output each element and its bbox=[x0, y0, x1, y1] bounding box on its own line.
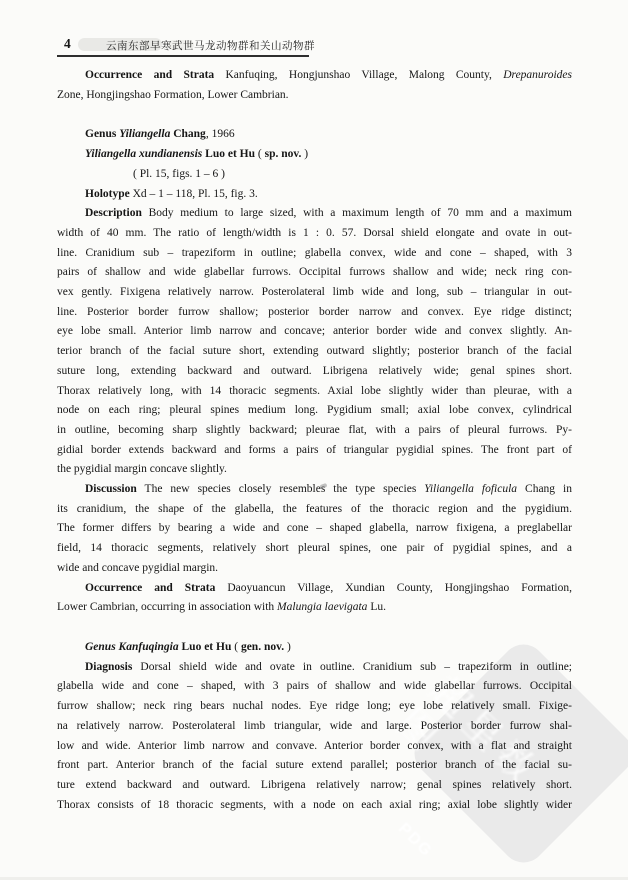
text: Thorax consists of 18 thoracic segments, with a node on each axial ring; axial lobe slightly wider bbox=[57, 798, 572, 811]
text-line bbox=[57, 519, 572, 539]
bold-text: Discussion bbox=[85, 483, 137, 496]
text: node on each ring; pleural spines medium long. Pygidium small; axial lobe convex, cylindrical bbox=[57, 404, 572, 417]
text: suture long, extending backward and outward. Librigena relatively wide; genal spines short. bbox=[57, 364, 572, 377]
text: eye lobe small. Anterior limb narrow and concave; anterior border wide and convex slightly. An- bbox=[57, 325, 572, 338]
text: gidial border extends backward and forms a pairs of triangular pygidial spines. The front part of bbox=[57, 443, 572, 456]
text-line bbox=[57, 776, 572, 796]
text: in outline, becoming sharp slightly backward; pleurae flat, with a pairs of pleural furrows. Py- bbox=[57, 423, 572, 436]
running-header-title: 云南东部早寒武世马龙动物群和关山动物群 bbox=[106, 41, 315, 52]
text: ( Pl. 15, figs. 1 – 6 ) bbox=[133, 167, 225, 180]
text-line bbox=[57, 204, 572, 224]
text-line bbox=[57, 322, 572, 342]
watermark-pdg-label: PDG bbox=[394, 820, 436, 861]
text: ) bbox=[284, 640, 291, 653]
text: , 1966 bbox=[205, 128, 235, 141]
text: Body medium to large sized, with a maximum length of 70 mm and a maximum bbox=[141, 207, 572, 220]
text: Lu. bbox=[367, 601, 386, 614]
text-line bbox=[57, 224, 572, 244]
text-line bbox=[57, 598, 572, 618]
text: glabella wide and cone – shaped, with 3 pairs of shallow and wide glabellar furrows. Occipital bbox=[57, 680, 572, 693]
document-body bbox=[57, 66, 572, 815]
text: Chang in bbox=[517, 483, 572, 496]
text: Kanfuqing, Hongjunshao Village, Malong County, bbox=[214, 69, 504, 81]
bold-text: sp. nov. bbox=[264, 148, 302, 161]
text: its cranidium, the shape of the glabella, the features of the thoracic region and the pygidium. bbox=[57, 502, 572, 515]
text-line bbox=[57, 244, 572, 264]
bold-text: Luo et Hu bbox=[178, 640, 235, 653]
text: width of 40 mm. The ratio of length/width is 1 : 0. 57. Dorsal shield elongate and ovate in out- bbox=[57, 226, 572, 239]
text: Daoyuancun Village, Xundian County, Hongjingshao Formation, bbox=[215, 581, 572, 594]
text-line bbox=[57, 185, 572, 205]
text-line bbox=[57, 796, 572, 816]
page-number: 4 bbox=[64, 36, 71, 51]
text-line bbox=[57, 717, 572, 737]
text: terior branch of the facial suture short, extending outward slightly; posterior branch of the facial bbox=[57, 345, 572, 358]
text-line bbox=[57, 756, 572, 776]
bold-text: Genus bbox=[85, 128, 120, 141]
text: The former differs by bearing a wide and cone – shaped glabella, narrow fixigena, a preglabellar bbox=[57, 522, 572, 535]
text-line bbox=[57, 86, 572, 106]
text-line bbox=[57, 145, 572, 165]
text-line bbox=[57, 401, 572, 421]
text-line bbox=[57, 638, 572, 658]
bold-text: Diagnosis bbox=[85, 660, 133, 673]
heading-genus-yiliangella bbox=[57, 125, 572, 204]
text: vex gently. Fixigena relatively narrow. Posterolateral limb wide and long, sub – triangular in out- bbox=[57, 286, 572, 299]
text-line bbox=[57, 303, 572, 323]
text: pairs of shallow and wide glabellar furrows. Occipital furrows shallow and wide; neck ring con- bbox=[57, 266, 572, 279]
text-line bbox=[57, 480, 572, 500]
italic-text: Malungia laevigata bbox=[277, 601, 368, 614]
text-line bbox=[57, 539, 572, 559]
para-diagnosis bbox=[57, 658, 572, 816]
text-line bbox=[57, 500, 572, 520]
text-line bbox=[57, 460, 572, 480]
para-occurrence-strata-2 bbox=[57, 579, 572, 618]
header-rule bbox=[57, 55, 309, 57]
text-line bbox=[57, 441, 572, 461]
bold-text: Description bbox=[85, 207, 142, 220]
text-line bbox=[57, 658, 572, 678]
text: Zone, Hongjingshao Formation, Lower Cambrian. bbox=[57, 88, 289, 101]
text-line bbox=[57, 66, 572, 86]
text-line bbox=[57, 697, 572, 717]
bold-text: Holotype bbox=[85, 187, 130, 200]
text-line bbox=[57, 677, 572, 697]
text-line bbox=[57, 283, 572, 303]
text: furrow shallow; neck ring bears nuchal nodes. Eye ridge long; eye lobe relatively small. Fixige- bbox=[57, 700, 572, 713]
text-line bbox=[57, 421, 572, 441]
text: field, 14 thoracic segments, relatively short pleural spines, one pair of pygidial spines, and a bbox=[57, 542, 572, 555]
bold-italic-text: Genus Kanfuqingia bbox=[85, 640, 179, 653]
text-line bbox=[57, 125, 572, 145]
text: wide and concave pygidial margin. bbox=[57, 561, 219, 574]
para-description bbox=[57, 204, 572, 480]
text-line bbox=[57, 263, 572, 283]
text: Thorax relatively long, with 14 thoracic segments. Axial lobe slightly wider than pleurae, with a bbox=[57, 384, 572, 397]
para-discussion bbox=[57, 480, 572, 579]
text: ( bbox=[257, 148, 265, 161]
bold-italic-text: Yiliangella bbox=[119, 128, 171, 141]
text: na relatively narrow. Posterolateral limb triangular, wide and large. Posterior border furrow shal- bbox=[57, 719, 572, 732]
text: ) bbox=[301, 148, 309, 161]
text: line. Posterior border furrow shallow; posterior border narrow and convex. Eye ridge distinct; bbox=[57, 305, 572, 318]
bold-text: gen. nov. bbox=[240, 640, 285, 653]
text: ( bbox=[234, 640, 241, 653]
text: The new species closely resembles the type species bbox=[136, 483, 425, 496]
text-line bbox=[57, 382, 572, 402]
text-line bbox=[57, 362, 572, 382]
text: front part. Anterior branch of the facial suture extend parallel; posterior branch of the facial su- bbox=[57, 759, 572, 772]
text-line bbox=[57, 737, 572, 757]
text: Dorsal shield wide and ovate in outline. Cranidium sub – trapeziform in outline; bbox=[132, 660, 572, 673]
text-line bbox=[57, 579, 572, 599]
watermark-cn-glyphs: 超星数图 bbox=[388, 669, 549, 797]
italic-text: Yiliangella foficula bbox=[424, 483, 518, 496]
bold-text: Luo et Hu bbox=[202, 148, 258, 161]
bold-italic-text: Yiliangella xundianensis bbox=[85, 148, 203, 161]
text: low and wide. Anterior limb narrow and convave. Anterior border convex, with a flat and straight bbox=[57, 739, 572, 752]
bold-text: Occurrence and Strata bbox=[85, 581, 216, 594]
para-occurrence-strata-1 bbox=[57, 66, 572, 105]
heading-genus-kanfuqingia bbox=[57, 638, 572, 658]
text: Xd – 1 – 118, Pl. 15, fig. 3. bbox=[129, 187, 258, 200]
text-line bbox=[57, 559, 572, 579]
text: ture extend backward and outward. Librigena relatively narrow; genal spines relatively short. bbox=[57, 778, 572, 791]
text: the pygidial margin concave slightly. bbox=[57, 463, 227, 476]
text: line. Cranidium sub – trapeziform in outline; glabella convex, wide and cone – shaped, with 3 bbox=[57, 246, 572, 259]
italic-text: Drepanuroides bbox=[503, 69, 572, 81]
bold-text: Chang bbox=[170, 128, 206, 141]
text-line bbox=[57, 165, 572, 185]
bold-text: Occurrence and Strata bbox=[85, 69, 215, 81]
text: Lower Cambrian, occurring in association with bbox=[57, 601, 278, 614]
text-line bbox=[57, 342, 572, 362]
